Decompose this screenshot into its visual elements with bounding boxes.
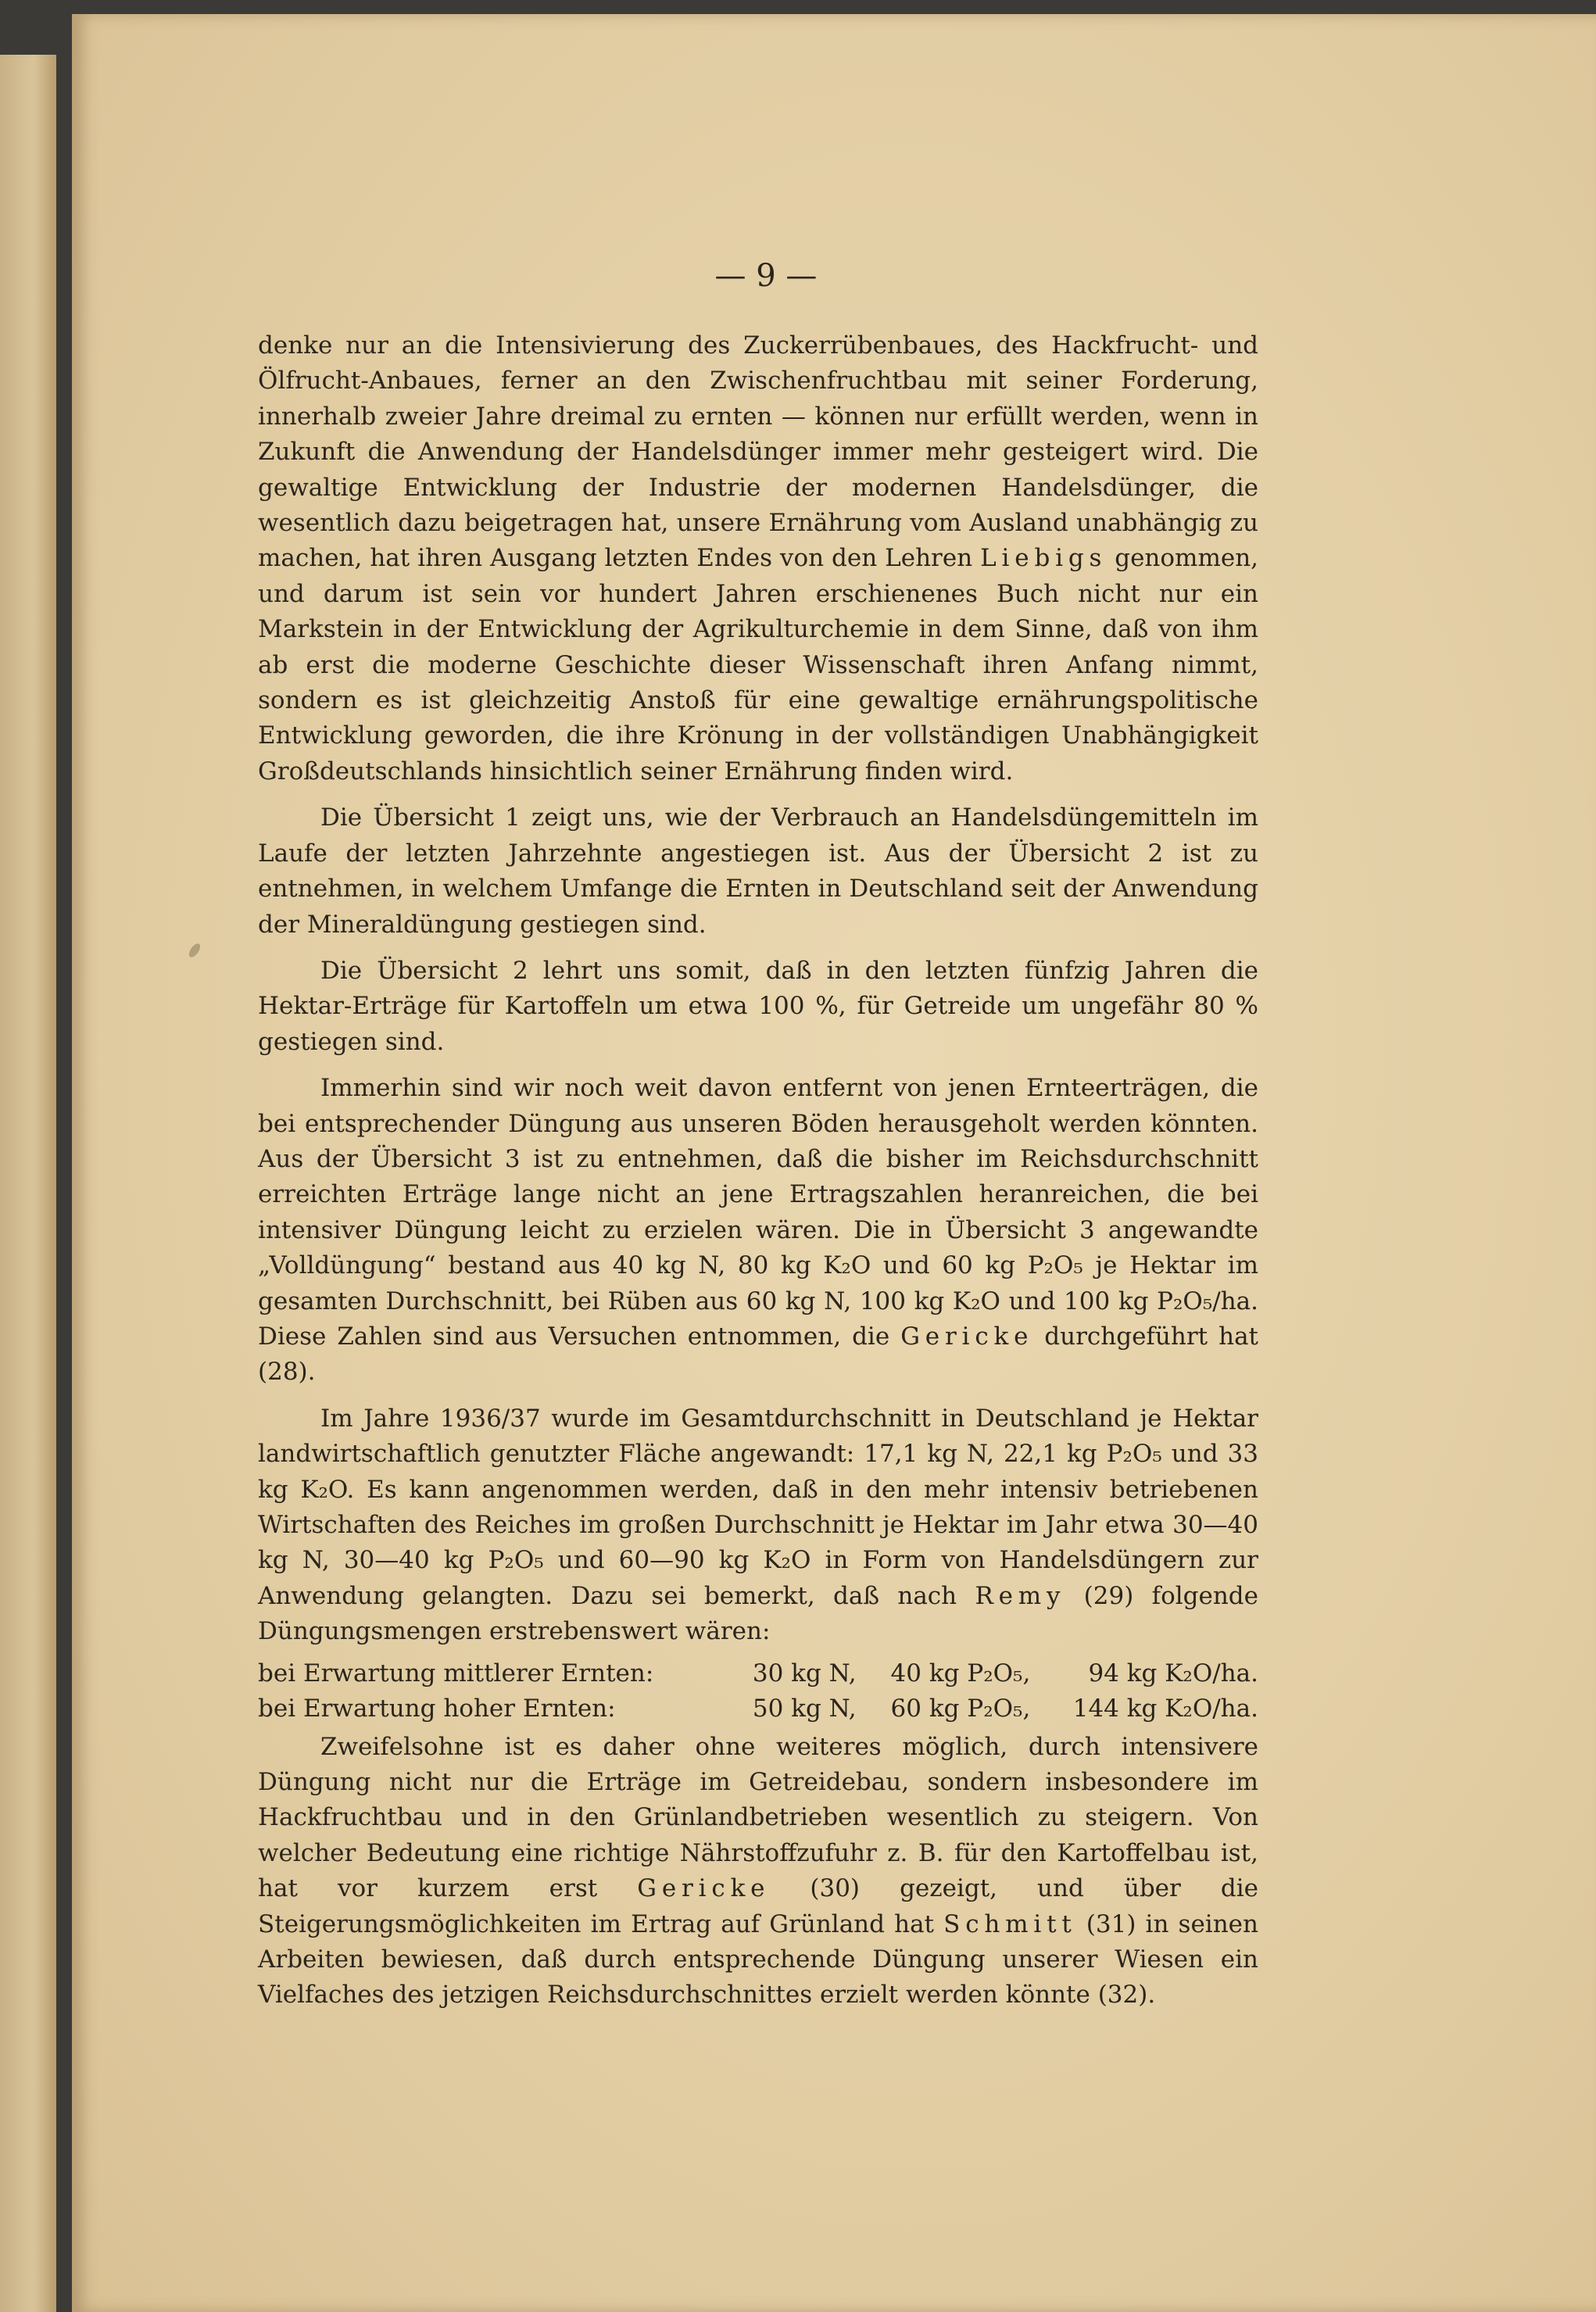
body-text xyxy=(258,328,1258,2013)
adjacent-page-edge xyxy=(0,55,56,2312)
author-name-liebig: Liebigs xyxy=(980,544,1108,573)
fertilizer-table xyxy=(258,1656,1258,1727)
author-name-remy: Remy xyxy=(975,1581,1066,1610)
table-row: bei Erwartung mittlerer Ernten: 30 kg N, 40 kg P₂O₅, 94 kg K₂O/ha. xyxy=(258,1659,1258,1687)
page-number: — 9 — xyxy=(714,258,818,294)
paragraph-1: denke nur an die Intensivierung des Zuckerrübenbaues, des Hackfrucht- und Ölfrucht-Anbaues, ferner an den Zwischenfruchtbau mit seiner Forderung, innerhalb zweier Jahre dreimal zu ernten — können nur erfüllt werden, wenn in Zukunft die Anwendung der Handelsdünger immer mehr gesteigert wird. Die gewaltige Entwicklung der Industrie der modernen Handelsdünger, die wesentlich dazu beigetragen hat, unsere Ernährung vom Ausland unabhängig zu machen, hat ihren Ausgang letzten Endes von den Lehren Liebigs genommen, und darum ist sein vor hundert Jahren erschienenes Buch nicht nur ein Markstein in der Entwicklung der Agrikulturchemie in dem Sinne, daß von ihm ab erst die moderne Geschichte dieser Wissenschaft ihren Anfang nimmt, sondern es ist gleichzeitig Anstoß für eine gewaltige ernährungspolitische Entwicklung geworden, die ihre Krönung in der vollständigen Unabhängigkeit Großdeutschlands hinsichtlich seiner Ernährung finden wird. xyxy=(258,331,1259,786)
author-name-gericke: Gericke xyxy=(900,1322,1034,1351)
table-row: bei Erwartung hoher Ernten: 50 kg N, 60 kg P₂O₅, 144 kg K₂O/ha. xyxy=(258,1694,1258,1723)
paragraph-6: Zweifelsohne ist es daher ohne weiteres möglich, durch intensivere Düngung nicht nur die Erträge im Getreidebau, sondern insbesondere im Hackfruchtbau und in den Grünlandbetrieben wesentlich zu steigern. Von welcher Bedeutung eine richtige Nährstoffzufuhr z. B. für den Kartoffelbau ist, hat vor kurzem erst Gericke (30) gezeigt, und über die Steigerungsmöglichkeiten im Ertrag auf Grünland hat Schmitt (31) in seinen Arbeiten bewiesen, daß durch entsprechende Düngung unserer Wiesen ein Vielfaches des jetzigen Reichsdurchschnittes erzielt werden könnte (32). xyxy=(258,1732,1258,2010)
paragraph-5: Im Jahre 1936/37 wurde im Gesamtdurchschnitt in Deutschland je Hektar landwirtschaftlich genutzter Fläche angewandt: 17,1 kg N, 22,1 kg P₂O₅ und 33 kg K₂O. Es kann angenommen werden, daß in den mehr intensiv betriebenen Wirtschaften des Reiches im großen Durchschnitt je Hektar im Jahr etwa 30—40 kg N, 30—40 kg P₂O₅ und 60—90 kg K₂O in Form von Handelsdüngern zur Anwendung gelangten. Dazu sei bemerkt, daß nach Remy (29) folgende Düngungsmengen erstrebenswert wären: xyxy=(258,1404,1258,1646)
paragraph-4: Immerhin sind wir noch weit davon entfernt von jenen Ernteerträgen, die bei entsprechender Düngung aus unseren Böden herausgeholt werden könnten. Aus der Übersicht 3 ist zu entnehmen, daß die bisher im Reichsdurchschnitt erreichten Erträge lange nicht an jene Ertragszahlen heranreichen, die bei intensiver Düngung leicht zu erzielen wären. Die in Übersicht 3 angewandte „Volldüngung“ bestand aus 40 kg N, 80 kg K₂O und 60 kg P₂O₅ je Hektar im gesamten Durchschnitt, bei Rüben aus 60 kg N, 100 kg K₂O und 100 kg P₂O₅/ha. Diese Zahlen sind aus Versuchen entnommen, die Gericke durchgeführt hat (28). xyxy=(258,1074,1259,1387)
paragraph-3: Die Übersicht 2 lehrt uns somit, daß in den letzten fünfzig Jahren die Hektar-Erträge für Kartoffeln um etwa 100 %, für Getreide um ungefähr 80 % gestiegen sind. xyxy=(258,956,1258,1056)
ink-stain xyxy=(187,942,202,959)
author-name-schmitt: Schmitt xyxy=(943,1909,1077,1938)
paragraph-2: Die Übersicht 1 zeigt uns, wie der Verbrauch an Handelsdüngemitteln im Laufe der letzten Jahrzehnte angestiegen ist. Aus der Übersicht 2 ist zu entnehmen, in welchem Umfange die Ernten in Deutschland seit der Anwendung der Mineraldüngung gestiegen sind. xyxy=(258,803,1258,939)
author-name-gericke-2: Gericke xyxy=(637,1874,771,1903)
